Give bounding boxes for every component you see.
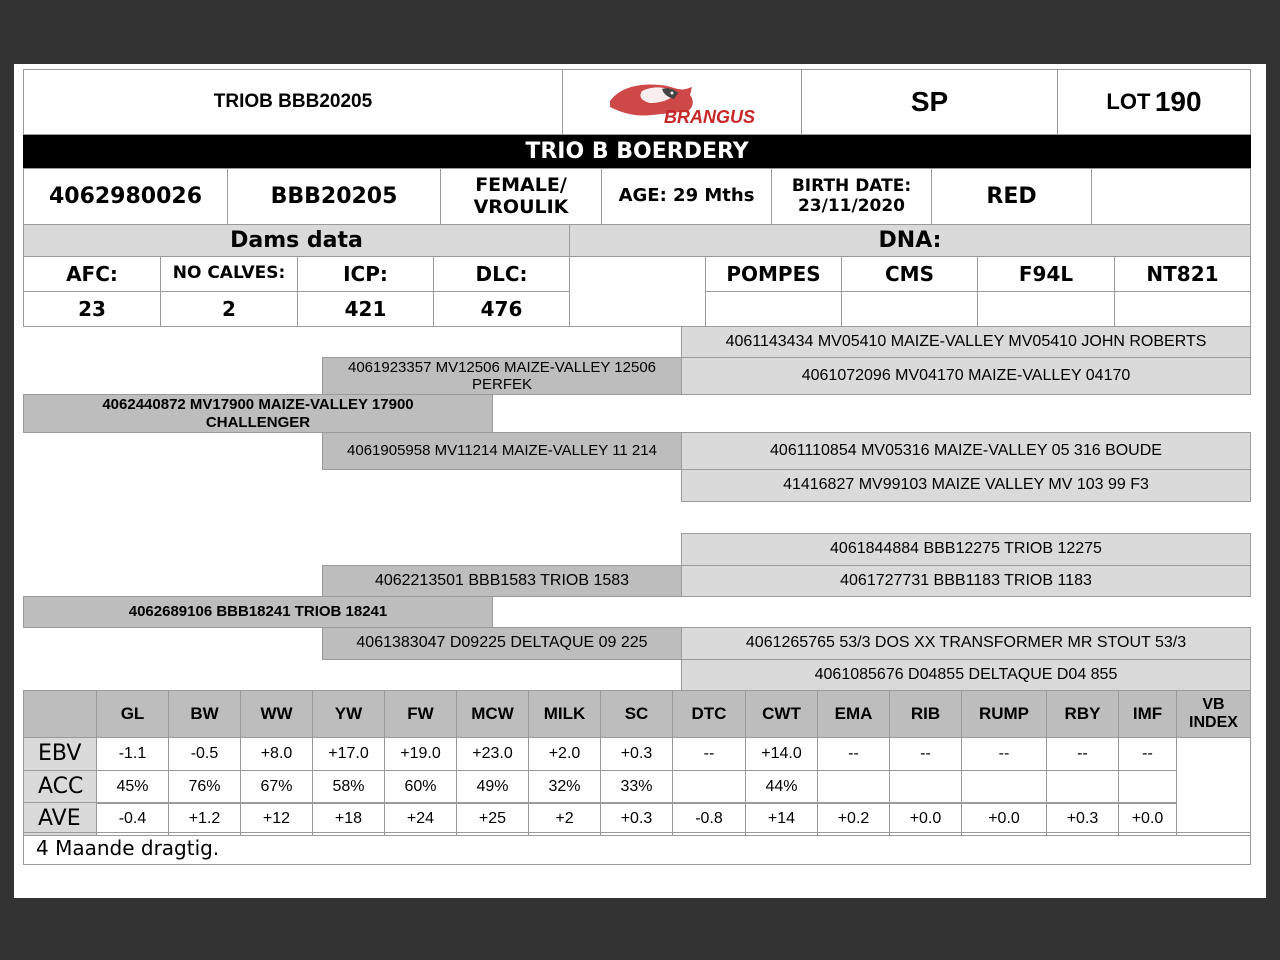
ave-bw: +1.2 xyxy=(168,802,241,836)
pedigree-ss-dam: 4061072096 MV04170 MAIZE-VALLEY 04170 xyxy=(681,357,1251,395)
acc-mcw: 49% xyxy=(456,770,529,804)
ebv-cwt: +14.0 xyxy=(745,737,818,771)
breeder-name: TRIO B BOERDERY xyxy=(23,135,1251,169)
grade: SP xyxy=(801,69,1058,135)
colour: RED xyxy=(931,168,1092,225)
ebv-yw: +17.0 xyxy=(312,737,385,771)
trait-header-rib: RIB xyxy=(889,690,962,738)
dna-spacer xyxy=(569,256,706,327)
birth-date-value: 23/11/2020 xyxy=(797,195,906,216)
ebv-mcw: +23.0 xyxy=(456,737,529,771)
pedigree-ds-sire: 4061844884 BBB12275 TRIOB 12275 xyxy=(681,533,1251,566)
ebv-ww: +8.0 xyxy=(240,737,313,771)
trait-header-gl: GL xyxy=(96,690,169,738)
dna-f94l-value xyxy=(977,291,1115,327)
ave-rby: +0.3 xyxy=(1046,802,1119,836)
vb-index-value xyxy=(1176,737,1251,836)
dna-cms-value xyxy=(841,291,978,327)
ave-gl: -0.4 xyxy=(96,802,169,836)
pedigree-dam-dam: 4061383047 D09225 DELTAQUE 09 225 xyxy=(322,627,682,660)
dna-title: DNA: xyxy=(569,224,1251,257)
acc-rump xyxy=(961,770,1047,804)
ave-rump: +0.0 xyxy=(961,802,1047,836)
ebv-fw: +19.0 xyxy=(384,737,457,771)
ebv-milk: +2.0 xyxy=(528,737,601,771)
dna-cms-header: CMS xyxy=(841,256,978,292)
pedigree-dd-sire: 4061265765 53/3 DOS XX TRANSFORMER MR STOUT 53/3 xyxy=(681,627,1251,660)
trait-header-yw: YW xyxy=(312,690,385,738)
traits-corner xyxy=(23,690,97,738)
acc-bw: 76% xyxy=(168,770,241,804)
pedigree-dd-dam: 4061085676 D04855 DELTAQUE D04 855 xyxy=(681,659,1251,691)
pedigree-sire-sire: 4061923357 MV12506 MAIZE-VALLEY 12506 PERFEK xyxy=(322,357,682,395)
dlc-header: DLC: xyxy=(433,256,570,292)
acc-gl: 45% xyxy=(96,770,169,804)
pedigree-sire-dam: 4061905958 MV11214 MAIZE-VALLEY 11 214 xyxy=(322,432,682,470)
birth-date-label: BIRTH DATE: xyxy=(791,175,912,196)
acc-rby xyxy=(1046,770,1119,804)
acc-fw: 60% xyxy=(384,770,457,804)
remarks: 4 Maande dragtig. xyxy=(23,832,1251,865)
no-calves-value: 2 xyxy=(160,291,298,327)
acc-dtc xyxy=(672,770,746,804)
ave-rib: +0.0 xyxy=(889,802,962,836)
row-label-acc: ACC xyxy=(23,770,97,804)
sex-line2: VROULIK xyxy=(473,195,569,218)
pedigree-ss-sire: 4061143434 MV05410 MAIZE-VALLEY MV05410 JOHN ROBERTS xyxy=(681,326,1251,358)
bull-logo-icon xyxy=(602,77,762,127)
trait-header-cwt: CWT xyxy=(745,690,818,738)
trait-header-ema: EMA xyxy=(817,690,890,738)
icp-value: 421 xyxy=(297,291,434,327)
ave-imf: +0.0 xyxy=(1118,802,1177,836)
afc-header: AFC: xyxy=(23,256,161,292)
ebv-dtc: -- xyxy=(672,737,746,771)
catalogue-card xyxy=(14,64,1266,898)
ear-tag: BBB20205 xyxy=(227,168,441,225)
pedigree-dam: 4062689106 BBB18241 TRIOB 18241 xyxy=(23,596,493,628)
trait-header-imf: IMF xyxy=(1118,690,1177,738)
ebv-rib: -- xyxy=(889,737,962,771)
ave-milk: +2 xyxy=(528,802,601,836)
acc-yw: 58% xyxy=(312,770,385,804)
row-label-ebv: EBV xyxy=(23,737,97,771)
dna-pompes-value xyxy=(705,291,842,327)
ebv-rump: -- xyxy=(961,737,1047,771)
ave-mcw: +25 xyxy=(456,802,529,836)
acc-sc: 33% xyxy=(600,770,673,804)
trait-header-ww: WW xyxy=(240,690,313,738)
trait-header-milk: MILK xyxy=(528,690,601,738)
trait-header-mcw: MCW xyxy=(456,690,529,738)
animal-extra xyxy=(1091,168,1251,225)
dna-pompes-header: POMPES xyxy=(705,256,842,292)
ave-ema: +0.2 xyxy=(817,802,890,836)
lot-value: 190 xyxy=(1154,85,1202,117)
ave-fw: +24 xyxy=(384,802,457,836)
pedigree-sd-sire: 4061110854 MV05316 MAIZE-VALLEY 05 316 BOUDE xyxy=(681,432,1251,470)
pedigree-ds-dam: 4061727731 BBB1183 TRIOB 1183 xyxy=(681,565,1251,597)
ebv-ema: -- xyxy=(817,737,890,771)
animal-id: TRIOB BBB20205 xyxy=(23,69,563,135)
acc-imf xyxy=(1118,770,1177,804)
age: AGE: 29 Mths xyxy=(601,168,772,225)
sex-line1: FEMALE/ xyxy=(475,173,567,196)
acc-cwt: 44% xyxy=(745,770,818,804)
dna-f94l-header: F94L xyxy=(977,256,1115,292)
lot-label: LOT xyxy=(1106,89,1151,115)
ebv-imf: -- xyxy=(1118,737,1177,771)
no-calves-header: NO CALVES: xyxy=(160,256,298,292)
ave-dtc: -0.8 xyxy=(672,802,746,836)
dna-nt821-header: NT821 xyxy=(1114,256,1251,292)
acc-rib xyxy=(889,770,962,804)
row-label-ave: AVE xyxy=(23,802,97,836)
dna-nt821-value xyxy=(1114,291,1251,327)
lot-number xyxy=(1057,69,1251,135)
trait-header-rump: RUMP xyxy=(961,690,1047,738)
logo-text: BRANGUS xyxy=(664,107,756,127)
ebv-gl: -1.1 xyxy=(96,737,169,771)
registration-number: 4062980026 xyxy=(23,168,228,225)
trait-header-sc: SC xyxy=(600,690,673,738)
sex xyxy=(440,168,602,225)
afc-value: 23 xyxy=(23,291,161,327)
ebv-rby: -- xyxy=(1046,737,1119,771)
pedigree-sd-dam: 41416827 MV99103 MAIZE VALLEY MV 103 99 F3 xyxy=(681,469,1251,502)
ave-sc: +0.3 xyxy=(600,802,673,836)
birth-date xyxy=(771,168,932,225)
pedigree-sire: 4062440872 MV17900 MAIZE-VALLEY 17900 CHALLENGER xyxy=(23,394,493,433)
trait-header-bw: BW xyxy=(168,690,241,738)
acc-ema xyxy=(817,770,890,804)
ave-yw: +18 xyxy=(312,802,385,836)
icp-header: ICP: xyxy=(297,256,434,292)
ave-ww: +12 xyxy=(240,802,313,836)
vb-index-header xyxy=(1176,690,1251,738)
vb-index-header-line1: VB xyxy=(1202,695,1225,713)
vb-index-header-line2: INDEX xyxy=(1189,714,1238,731)
acc-milk: 32% xyxy=(528,770,601,804)
trait-header-rby: RBY xyxy=(1046,690,1119,738)
ebv-sc: +0.3 xyxy=(600,737,673,771)
trait-header-fw: FW xyxy=(384,690,457,738)
dlc-value: 476 xyxy=(433,291,570,327)
dams-data-title: Dams data xyxy=(23,224,570,257)
ebv-bw: -0.5 xyxy=(168,737,241,771)
trait-header-dtc: DTC xyxy=(672,690,746,738)
acc-ww: 67% xyxy=(240,770,313,804)
brangus-logo xyxy=(562,69,802,135)
pedigree-dam-sire: 4062213501 BBB1583 TRIOB 1583 xyxy=(322,565,682,597)
ave-cwt: +14 xyxy=(745,802,818,836)
